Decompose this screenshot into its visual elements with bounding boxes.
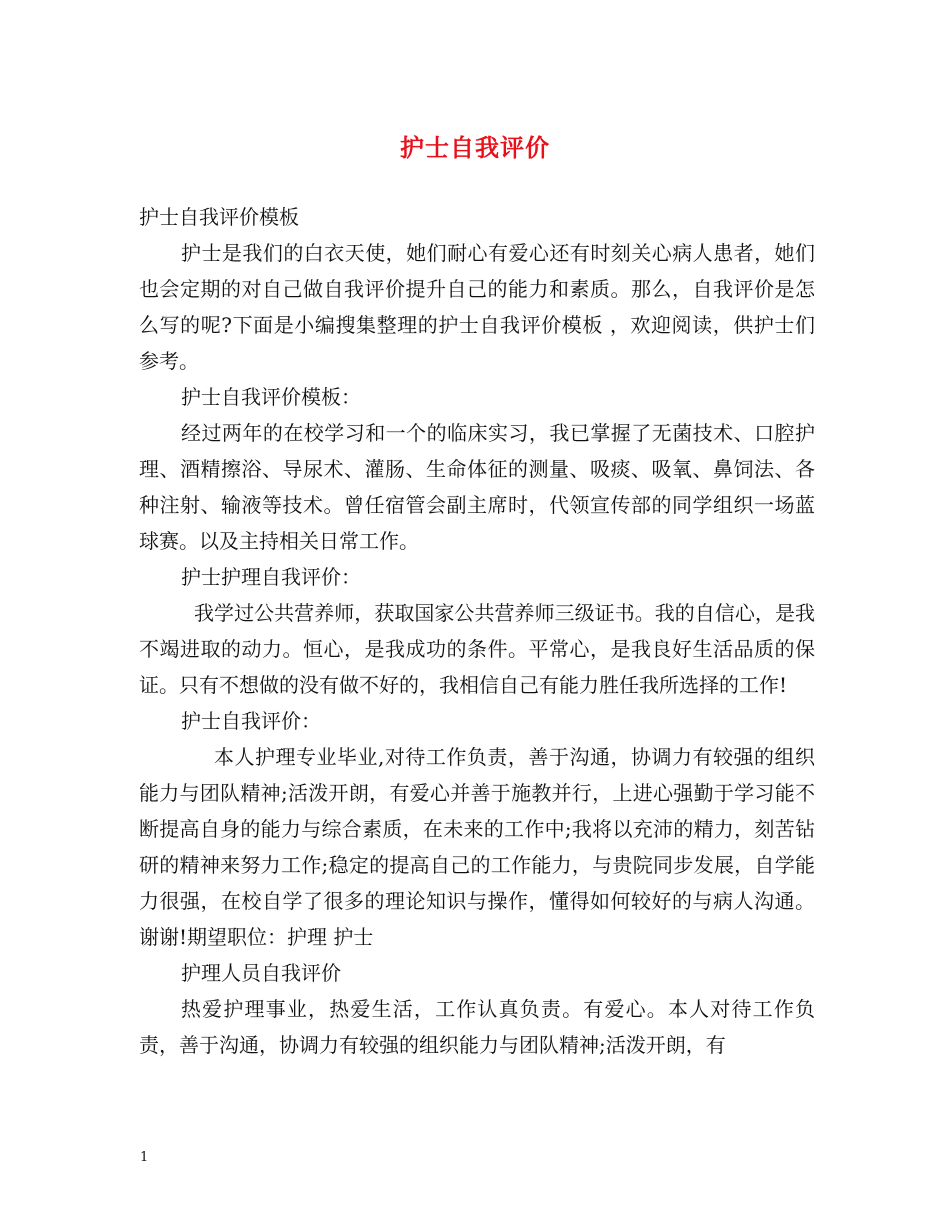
- section-heading: 护士护理自我评价：: [181, 565, 361, 589]
- section-heading: 护士自我评价：: [181, 709, 321, 733]
- body-paragraph: 热爱护理事业，热爱生活，工作认真负责。有爱心。本人对待工作负责，善于沟通，协调力有较强的组织能力与团队精神;活泼开朗，有: [139, 997, 815, 1057]
- section-heading: 护理人员自我评价: [181, 961, 341, 985]
- page-number: 1: [140, 1150, 149, 1165]
- page-title: 护士自我评价: [400, 133, 550, 162]
- section-heading: 护士自我评价模板: [139, 205, 299, 229]
- body-paragraph: 经过两年的在校学习和一个的临床实习，我已掌握了无菌技术、口腔护理、酒精擦浴、导尿术、灌肠、生命体征的测量、吸痰、吸氧、鼻饲法、各种注射、输液等技术。曾任宿管会副主席时，代领宣传部的同学组织一场蓝球赛。以及主持相关日常工作。: [139, 421, 815, 553]
- section-heading: 护士自我评价模板：: [181, 385, 361, 409]
- body-paragraph: 我学过公共营养师，获取国家公共营养师三级证书。我的自信心，是我不竭进取的动力。恒心，是我成功的条件。平常心，是我良好生活品质的保证。只有不想做的没有做不好的，我相信自己有能力胜任我所选择的工作!: [139, 601, 815, 697]
- document-body: [139, 199, 815, 1063]
- intro-paragraph: 护士是我们的白衣天使，她们耐心有爱心还有时刻关心病人患者，她们也会定期的对自己做自我评价提升自己的能力和素质。那么，自我评价是怎么写的呢?下面是小编搜集整理的护士自我评价模板 ，欢迎阅读，供护士们参考。: [139, 241, 815, 373]
- body-paragraph: 本人护理专业毕业,对待工作负责，善于沟通，协调力有较强的组织能力与团队精神;活泼开朗，有爱心并善于施教并行，上进心强勤于学习能不断提高自身的能力与综合素质，在未来的工作中;我将以充沛的精力，刻苦钻研的精神来努力工作;稳定的提高自己的工作能力，与贵院同步发展，自学能力很强，在校自学了很多的理论知识与操作，懂得如何较好的与病人沟通。谢谢!期望职位：护理 护士: [139, 745, 815, 949]
